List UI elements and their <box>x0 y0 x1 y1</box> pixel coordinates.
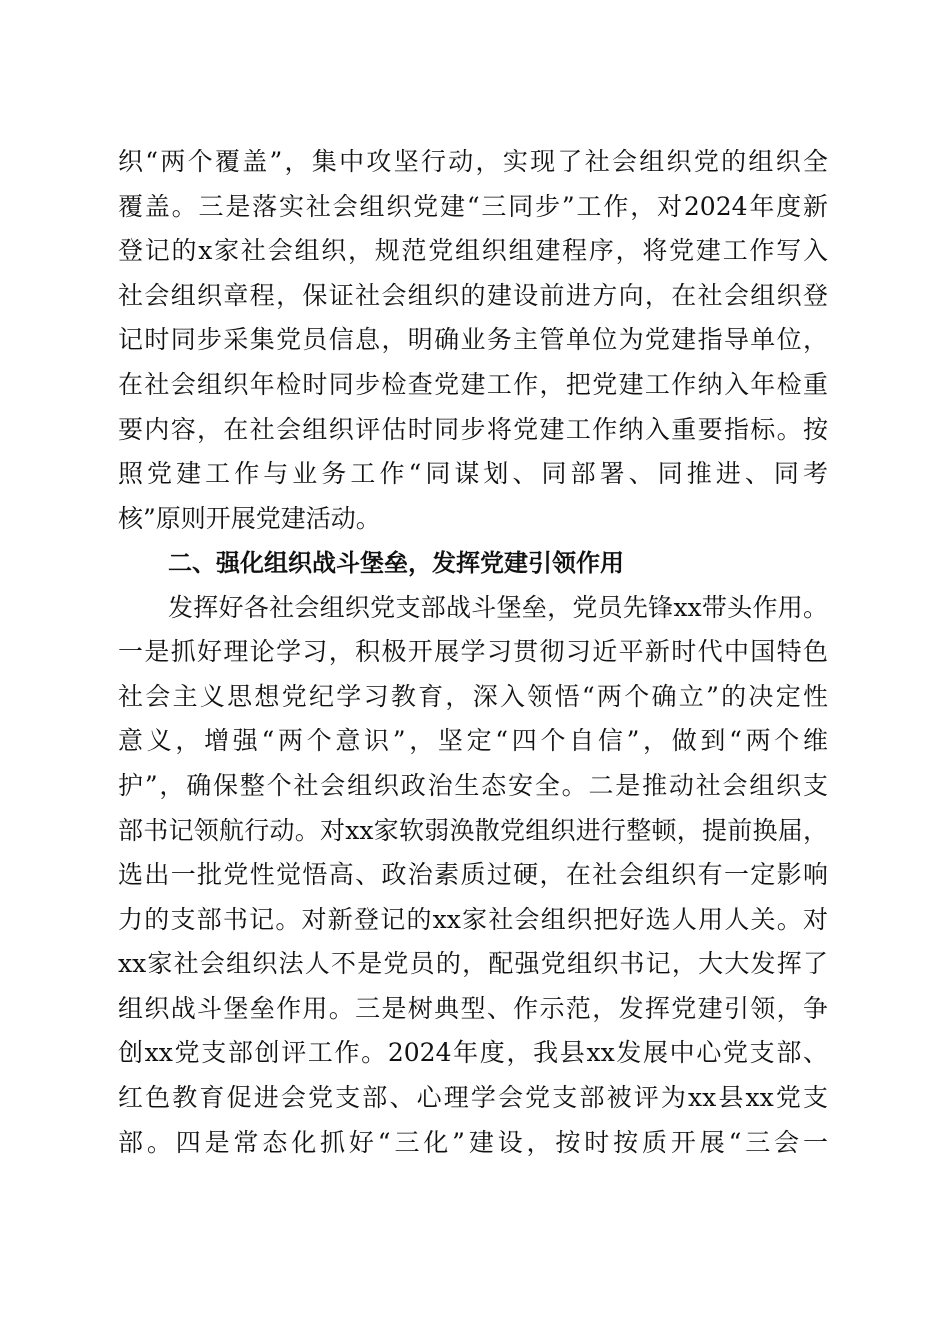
text-line: 照党建工作与业务工作“同谋划、同部署、同推进、同考 <box>118 459 828 488</box>
section-heading: 二、强化组织战斗堡垒，发挥党建引领作用 <box>168 549 624 577</box>
text-line: 登记的x家社会组织，规范党组织组建程序，将党建工作写入 <box>118 236 828 265</box>
text-line: 核”原则开展党建活动。 <box>118 504 381 533</box>
text-line: 要内容，在社会组织评估时同步将党建工作纳入重要指标。按 <box>118 415 828 444</box>
text-line: 部书记领航行动。对xx家软弱涣散党组织进行整顿，提前换届， <box>118 816 828 845</box>
text-line: 织“两个覆盖”，集中攻坚行动，实现了社会组织党的组织全 <box>118 147 828 176</box>
text-line: 发挥好各社会组织党支部战斗堡垒，党员先锋xx带头作用。 <box>168 593 828 622</box>
text-line: 选出一批党性觉悟高、政治素质过硬，在社会组织有一定影响 <box>118 860 828 889</box>
text-line: 力的支部书记。对新登记的xx家社会组织把好选人用人关。对 <box>118 905 828 934</box>
text-line: 护”，确保整个社会组织政治生态安全。二是推动社会组织支 <box>118 771 828 800</box>
text-line: 部。四是常态化抓好“三化”建设，按时按质开展“三会一 <box>118 1128 828 1157</box>
text-line: 意义，增强“两个意识”，坚定“四个自信”，做到“两个维 <box>118 726 828 755</box>
text-line: 社会主义思想党纪学习教育，深入领悟“两个确立”的决定性 <box>118 682 828 711</box>
text-line: 组织战斗堡垒作用。三是树典型、作示范，发挥党建引领，争 <box>118 994 828 1023</box>
text-line: 创xx党支部创评工作。2024年度，我县xx发展中心党支部、 <box>118 1038 828 1067</box>
text-line: 记时同步采集党员信息，明确业务主管单位为党建指导单位， <box>118 325 828 354</box>
text-line: 一是抓好理论学习，积极开展学习贯彻习近平新时代中国特色 <box>118 637 828 666</box>
text-line: 在社会组织年检时同步检查党建工作，把党建工作纳入年检重 <box>118 370 828 399</box>
text-line: 覆盖。三是落实社会组织党建“三同步”工作，对2024年度新 <box>118 192 828 221</box>
text-line: xx家社会组织法人不是党员的，配强党组织书记，大大发挥了 <box>118 949 828 978</box>
text-line: 红色教育促进会党支部、心理学会党支部被评为xx县xx党支 <box>118 1083 828 1112</box>
text-line: 社会组织章程，保证社会组织的建设前进方向，在社会组织登 <box>118 281 828 310</box>
